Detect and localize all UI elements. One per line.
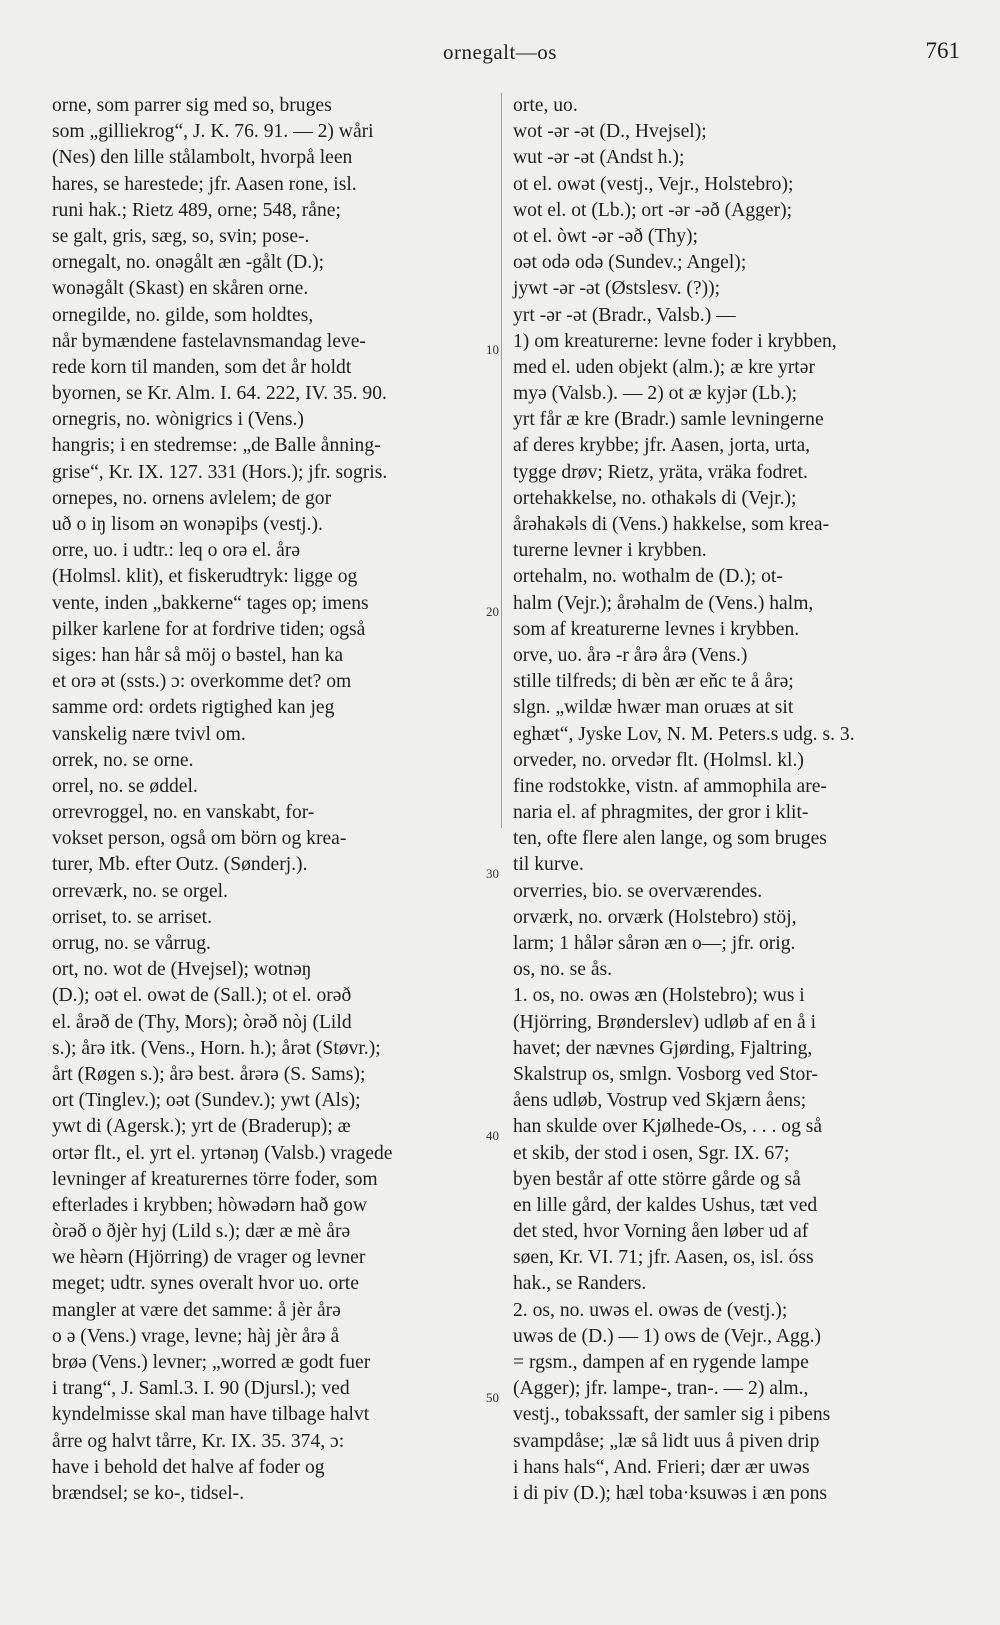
text-line: wot el. ot (Lb.); ort -ər -əð (Agger); — [513, 199, 793, 221]
text-line: orre, uo. i udtr.: leq o orə el. årə — [52, 540, 301, 562]
text-line: når bymændene fastelavnsmandag leve- — [52, 330, 366, 352]
text-line: siges: han hår så möj o bəstel, han ka — [52, 644, 344, 666]
text-line: turerne levner i krybben. — [513, 540, 707, 562]
text-line: ortehakkelse, no. othakəls di (Vejr.); — [513, 487, 797, 509]
line-number: 30 — [486, 866, 499, 881]
line-number: 50 — [486, 1390, 499, 1405]
text-line: pilker karlene for at fordrive tiden; også — [52, 618, 366, 640]
line-number: 40 — [486, 1128, 499, 1143]
text-line: orreværk, no. se orgel. — [52, 880, 228, 902]
text-line: oət odə odə (Sundev.; Angel); — [513, 252, 747, 274]
text-line: se galt, gris, sæg, so, svin; pose-. — [52, 225, 310, 247]
text-line: yrt får æ kre (Bradr.) samle levningerne — [513, 409, 824, 431]
text-line: uwəs de (D.) — 1) ows de (Vejr., Agg.) — [513, 1325, 821, 1347]
text-line: = rgsm., dampen af en rygende lampe — [513, 1352, 809, 1373]
text-line: eghæt“, Jyske Lov, N. M. Peters.s udg. s. 3. — [513, 723, 855, 745]
text-line: byen består af otte större gårde og så — [513, 1168, 801, 1190]
text-line: 2. os, no. uwəs el. owəs de (vestj.); — [513, 1299, 788, 1321]
text-line: larm; 1 hålər sårən æn o—; jfr. orig. — [513, 933, 796, 954]
text-line: meget; udtr. synes overalt hvor uo. orte — [52, 1273, 359, 1295]
line-number: 10 — [486, 342, 499, 357]
text-line: samme ord: ordets rigtighed kan jeg — [52, 697, 335, 719]
text-line: åens udløb, Vostrup ved Skjærn åens; — [513, 1090, 807, 1112]
text-line: ot el. owət (vestj., Vejr., Holstebro); — [513, 173, 794, 195]
text-line: orværk, no. orværk (Holstebro) stöj, — [513, 906, 797, 928]
text-line: orriset, to. se arriset. — [52, 906, 212, 928]
text-line: wonəgålt (Skast) en skåren orne. — [52, 278, 309, 300]
text-line: til kurve. — [513, 854, 584, 876]
text-line: årre og halvt tårre, Kr. IX. 35. 374, ɔ: — [52, 1430, 345, 1452]
text-line: årt (Røgen s.); årə best. årərə (S. Sams); — [52, 1063, 366, 1085]
text-line: levninger af kreaturernes törre foder, som — [52, 1168, 378, 1190]
text-line: (D.); oət el. owət de (Sall.); ot el. orəð — [52, 985, 352, 1007]
text-line: mangler at være det samme: å jèr årə — [52, 1299, 341, 1321]
text-line: ornegilde, no. gilde, som holdtes, — [52, 304, 314, 326]
line-number: 20 — [486, 604, 499, 619]
text-line: ornegalt, no. onəgålt æn -gålt (D.); — [52, 252, 325, 274]
text-line: 1) om kreaturerne: levne foder i krybben, — [513, 330, 837, 352]
text-line: orne, som parrer sig med so, bruges — [52, 95, 332, 116]
text-line: en lille gård, der kaldes Ushus, tæt ved — [513, 1194, 818, 1216]
text-line: os, no. se ås. — [513, 959, 613, 981]
text-line: ot el. òwt -ər -əð (Thy); — [513, 225, 698, 247]
text-line: orrek, no. se orne. — [52, 749, 194, 771]
text-line: hak., se Randers. — [513, 1273, 647, 1295]
text-line: ortər flt., el. yrt el. yrtənəŋ (Valsb.) vragede — [52, 1142, 393, 1164]
text-line: grise“, Kr. IX. 127. 331 (Hors.); jfr. sogris. — [52, 461, 388, 483]
text-line: orrevroggel, no. en vanskabt, for- — [52, 802, 315, 824]
text-line: o ə (Vens.) vrage, levne; hàj jèr årə å — [52, 1325, 340, 1347]
text-line: af deres krybbe; jfr. Aasen, jorta, urta, — [513, 435, 811, 457]
left-column — [52, 93, 492, 1507]
text-line: som „gilliekrog“, J. K. 76. 91. — 2) wåri — [52, 121, 374, 143]
text-line: efterlades i krybben; hòwədərn hað gow — [52, 1194, 368, 1216]
text-line: i hans hals“, And. Frieri; dær ær uwəs — [513, 1456, 810, 1478]
text-line: s.); årə itk. (Vens., Horn. h.); årət (Støvr.); — [52, 1037, 381, 1059]
text-line: orrug, no. se vårrug. — [52, 933, 211, 954]
text-line: brændsel; se ko-, tidsel-. — [52, 1482, 245, 1504]
text-line: ort, no. wot de (Hvejsel); wotnəŋ — [52, 959, 312, 981]
text-line: (Hjörring, Brønderslev) udløb af en å i — [513, 1011, 817, 1033]
running-title: ornegalt—os — [443, 40, 557, 64]
text-line: byornen, se Kr. Alm. I. 64. 222, IV. 35. 90. — [52, 383, 387, 405]
text-line: fine rodstokke, vistn. af ammophila are- — [513, 775, 827, 797]
column-rule — [501, 93, 502, 828]
text-line: vente, inden „bakkerne“ tages op; imens — [52, 592, 369, 614]
text-line: i di piv (D.); hæl toba·ksuwəs i æn pons — [513, 1482, 828, 1504]
text-line: (Holmsl. klit), et fiskerudtryk: ligge og — [52, 566, 358, 588]
text-line: 1. os, no. owəs æn (Holstebro); wus i — [513, 985, 805, 1007]
text-line: som af kreaturerne levnes i krybben. — [513, 618, 800, 640]
text-line: søen, Kr. VI. 71; jfr. Aasen, os, isl. óss — [513, 1247, 814, 1269]
text-line: hangris; i en stedremse: „de Balle ånning- — [52, 435, 381, 457]
text-line: vanskelig nære tvivl om. — [52, 723, 246, 745]
text-line: tygge drøv; Rietz, yräta, vräka fodret. — [513, 461, 808, 483]
text-line: ywt di (Agersk.); yrt de (Braderup); æ — [52, 1116, 351, 1138]
text-line: (Nes) den lille stålambolt, hvorpå leen — [52, 147, 353, 169]
text-line: ten, ofte flere alen lange, og som bruges — [513, 828, 827, 850]
text-line: orveder, no. orvedər flt. (Holmsl. kl.) — [513, 749, 804, 771]
text-line: turer, Mb. efter Outz. (Sønderj.). — [52, 854, 308, 876]
text-line: vestj., tobakssaft, der samler sig i pibens — [513, 1404, 831, 1426]
text-line: rede korn til manden, som det år holdt — [52, 356, 352, 378]
text-line: brøə (Vens.) levner; „worred æ godt fuer — [52, 1352, 371, 1373]
text-line: yrt -ər -ət (Bradr., Valsb.) — — [513, 304, 736, 326]
text-line: (Agger); jfr. lampe-, tran-. — 2) alm., — [513, 1378, 809, 1400]
text-line: årəhakəls di (Vens.) hakkelse, som krea- — [513, 514, 830, 535]
text-line: orve, uo. årə -r årə årə (Vens.) — [513, 644, 748, 666]
text-line: Skalstrup os, smlgn. Vosborg ved Stor- — [513, 1063, 818, 1085]
text-line: naria el. af phragmites, der gror i klit- — [513, 802, 809, 824]
text-line: med el. uden objekt (alm.); æ kre yrtər — [513, 356, 815, 378]
text-line: svampdåse; „læ så lidt uus å piven drip — [513, 1430, 820, 1452]
text-line: det sted, hvor Vorning åen løber ud af — [513, 1221, 809, 1243]
right-column — [513, 93, 955, 1507]
text-line: han skulde over Kjølhede-Os, . . . og så — [513, 1116, 823, 1138]
text-line: hares, se harestede; jfr. Aasen rone, isl. — [52, 173, 357, 195]
text-line: uð o iŋ lisom ən wonəpiþs (vestj.). — [52, 514, 323, 535]
text-line: have i behold det halve af foder og — [52, 1456, 325, 1478]
text-line: et orə ət (ssts.) ɔ: overkomme det? om — [52, 671, 352, 693]
text-line: stille tilfreds; di bèn ær eňc te å årə; — [513, 671, 794, 693]
text-line: orverries, bio. se overværendes. — [513, 880, 763, 902]
text-line: slgn. „wildæ hwær man oruæs at sit — [513, 697, 794, 719]
text-line: wot -ər -ət (D., Hvejsel); — [513, 121, 707, 143]
text-line: halm (Vejr.); årəhalm de (Vens.) halm, — [513, 592, 814, 614]
text-line: ortehalm, no. wothalm de (D.); ot- — [513, 566, 783, 588]
text-line: orrel, no. se øddel. — [52, 775, 198, 797]
text-line: wut -ər -ət (Andst h.); — [513, 147, 685, 169]
text-line: we hèərn (Hjörring) de vrager og levner — [52, 1247, 366, 1269]
text-line: orte, uo. — [513, 95, 578, 116]
page-number: 761 — [925, 38, 960, 63]
text-line: i trang“, J. Saml.3. I. 90 (Djursl.); ved — [52, 1378, 350, 1400]
text-line: kyndelmisse skal man have tilbage halvt — [52, 1404, 370, 1426]
text-line: havet; der nævnes Gjørding, Fjaltring, — [513, 1037, 813, 1059]
text-line: myə (Valsb.). — 2) ot æ kyjər (Lb.); — [513, 383, 798, 405]
text-line: runi hak.; Rietz 489, orne; 548, råne; — [52, 199, 341, 221]
text-line: jywt -ər -ət (Østslesv. (?)); — [513, 278, 721, 300]
text-line: ornegris, no. wònigrics i (Vens.) — [52, 409, 304, 431]
text-line: ornepes, no. ornens avlelem; de gor — [52, 487, 332, 509]
text-line: el. årəð de (Thy, Mors); òrəð nòj (Lild — [52, 1011, 352, 1033]
text-line: vokset person, også om börn og krea- — [52, 828, 347, 850]
text-line: ort (Tinglev.); oət (Sundev.); ywt (Als); — [52, 1090, 361, 1112]
text-line: òrəð o ðjèr hyj (Lild s.); dær æ mè årə — [52, 1221, 351, 1243]
text-line: et skib, der stod i osen, Sgr. IX. 67; — [513, 1142, 790, 1164]
